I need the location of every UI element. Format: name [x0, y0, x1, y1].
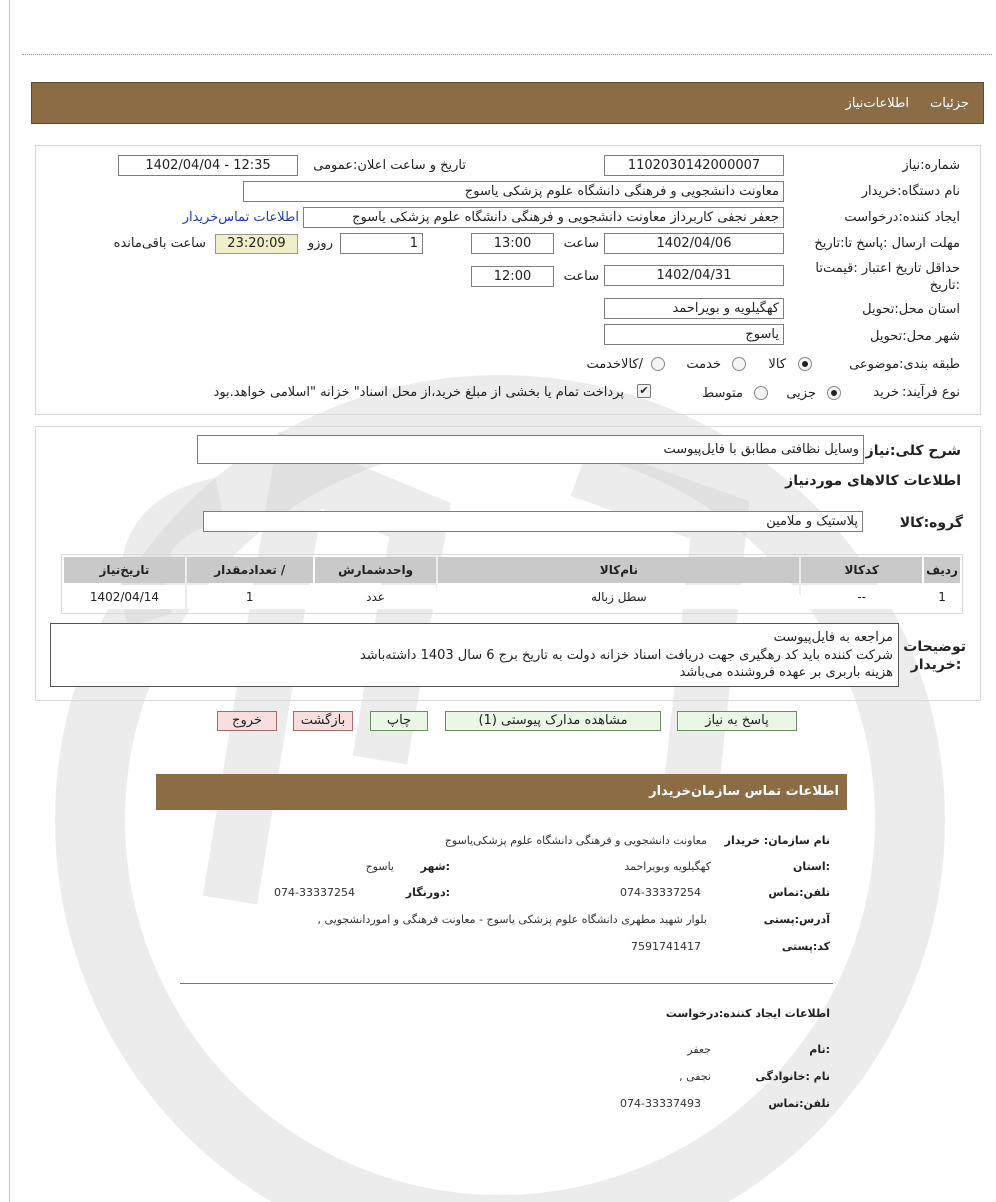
org-value: معاونت دانشجویی و فرهنگی دانشگاه علوم پزشکی‌یاسوج: [444, 834, 707, 847]
category-goods-service-label: /کالا‌خدمت: [586, 357, 643, 372]
section-divider: [180, 983, 833, 984]
remaining-time-box: 23:20:09: [215, 234, 298, 254]
postal-value: 7591741417: [631, 940, 701, 953]
creator-field: جعفر نجفی کاربرداز معاونت دانشجویی و فرهنگی دانشگاه علوم پزشکی یاسوج: [303, 207, 784, 228]
tab-details[interactable]: جزئیات: [930, 96, 969, 111]
province-field: کهگیلویه و بویراحمد: [604, 298, 784, 319]
validity-date-field: 1402/04/31: [604, 265, 784, 286]
col-code: کدکالا: [801, 557, 922, 583]
items-table: [62, 555, 962, 611]
process-buy-label: خرید: [873, 385, 899, 400]
col-row: ردیف: [924, 557, 960, 583]
category-goods-label: کالا: [768, 357, 786, 372]
cell-row: 1: [924, 585, 960, 609]
validity-time-field: 12:00: [471, 266, 554, 287]
deadline-time-field: 13:00: [471, 233, 554, 254]
category-label: طبقه بندی:موضوعی: [849, 357, 960, 372]
deadline-time-label: ساعت: [563, 236, 599, 251]
announce-field: 1402/04/04 - 12:35: [118, 155, 298, 176]
details-header-bar: [31, 82, 984, 124]
contact-city-value: یاسوج: [365, 860, 394, 873]
requester-phone-value: 074-33337493: [620, 1097, 701, 1110]
announce-label: تاریخ و ساعت اعلان:عمومی: [313, 158, 466, 173]
treasury-checkbox[interactable]: ✔: [637, 384, 651, 398]
validity-label-2: :تاریخ: [929, 278, 960, 293]
cell-unit: عدد: [315, 585, 437, 609]
address-value: بلوار شهید مطهری دانشگاه علوم پزشکی یاسوج - معاونت فرهنگی و اموردانشجویی ,: [317, 913, 707, 926]
tab-need-info[interactable]: اطلاعات‌نیاز: [845, 96, 909, 111]
requester-phone-label: تلفن:تماس: [768, 1097, 830, 1110]
print-button[interactable]: چاپ: [370, 711, 428, 731]
process-partial-label: جزیی: [786, 386, 816, 401]
group-field: پلاستیک و ملامین: [203, 511, 863, 532]
validity-time-label: ساعت: [563, 269, 599, 284]
top-dotted-divider: [22, 54, 992, 55]
fax-value: 074-33337254: [274, 886, 355, 899]
need-number-field: 1102030142000007: [604, 155, 784, 176]
city-field: یاسوج: [604, 324, 784, 345]
cell-date: 1402/04/14: [64, 585, 185, 609]
notes-line-2: شرکت کننده باید کد رهگیری جهت دریافت اسناد خزانه دولت به تاریخ برج 6 سال 1403 داشته‌باشد: [359, 648, 893, 663]
fax-label: :دورنگار: [405, 886, 450, 899]
notes-line-1: مراجعه به فایل‌پیوست: [773, 630, 893, 645]
col-name: نام‌کالا: [438, 557, 799, 583]
requester-family-label: نام :خانوادگی: [755, 1070, 830, 1083]
col-unit: واحدشمارش: [315, 557, 437, 583]
table-header-row: [64, 557, 960, 583]
contact-province-label: :استان: [793, 860, 830, 873]
group-label: گروه:کالا: [899, 515, 963, 531]
cell-code: --: [801, 585, 922, 609]
respond-button[interactable]: پاسخ به نیاز: [677, 711, 797, 731]
requester-title: اطلاعات ایجاد کننده:درخواست: [665, 1007, 830, 1020]
buyer-contact-title: اطلاعات تماس سازمان‌خریدار: [649, 784, 839, 799]
requester-name-value: جعفر: [687, 1043, 711, 1056]
process-medium-radio[interactable]: [754, 386, 768, 400]
remaining-label: ساعت باقی‌مانده: [113, 236, 206, 251]
treasury-note: پرداخت تمام یا بخشی از مبلغ خرید،از محل اسناد" خزانه "اسلامی خواهد.بود: [213, 385, 624, 400]
back-button[interactable]: بازگشت: [293, 711, 353, 731]
requester-name-label: :نام: [809, 1043, 830, 1056]
validity-label-1: حداقل تاریخ اعتبار :قیمت‌تا: [815, 261, 960, 276]
process-medium-label: متوسط: [702, 386, 743, 401]
left-border-line: [9, 0, 10, 1202]
table-row: [64, 585, 960, 609]
category-service-radio[interactable]: [732, 357, 746, 371]
requester-family-value: نجفی ,: [679, 1070, 711, 1083]
summary-field: وسایل نظافتی مطابق با فایل‌پیوست: [197, 435, 864, 464]
summary-label: شرح کلی:نیاز: [865, 443, 961, 459]
contact-phone-value: 074-33337254: [620, 886, 701, 899]
contact-province-value: کهگیلویه وبویراحمد: [624, 860, 711, 873]
city-label: شهر محل:تحویل: [870, 329, 960, 344]
days-label: روزو: [307, 236, 333, 251]
days-field: 1: [340, 233, 423, 254]
view-documents-button[interactable]: مشاهده مدارک پیوستی (1): [445, 711, 661, 731]
buyer-contact-header: [156, 774, 847, 810]
address-label: آدرس:پستی: [763, 913, 830, 926]
notes-label: توضیحات :خریدار: [903, 639, 966, 673]
contact-city-label: :شهر: [420, 860, 450, 873]
process-partial-radio[interactable]: [827, 386, 841, 400]
deadline-label: مهلت ارسال :پاسخ تا:تاریخ: [814, 236, 960, 251]
contact-phone-label: تلفن:تماس: [768, 886, 830, 899]
deadline-date-field: 1402/04/06: [604, 233, 784, 254]
postal-label: کد:پستی: [781, 940, 830, 953]
buyer-contact-link[interactable]: اطلاعات تماس‌خریدار: [182, 210, 299, 225]
category-goods-radio[interactable]: [798, 357, 812, 371]
col-date: تاریخ‌نیاز: [64, 557, 185, 583]
category-service-label: خدمت: [686, 357, 721, 372]
cell-qty: 1: [187, 585, 313, 609]
creator-label: ایجاد کننده:درخواست: [844, 210, 960, 225]
org-label: نام سازمان: خریدار: [724, 834, 830, 847]
col-qty: / تعدادمقدار: [187, 557, 313, 583]
exit-button[interactable]: خروج: [217, 711, 277, 731]
need-number-label: شماره:نیاز: [902, 158, 960, 173]
goods-section-title: اطلاعات کالاهای موردنیاز: [785, 473, 961, 489]
notes-line-3: هزینه باربری بر عهده فروشنده می‌باشد: [679, 665, 893, 680]
cell-name: سطل زباله: [438, 585, 799, 609]
province-label: استان محل:تحویل: [862, 302, 960, 317]
buyer-label: نام دستگاه:خریدار: [861, 184, 960, 199]
category-goods-service-radio[interactable]: [651, 357, 665, 371]
process-label: نوع فرآیند:: [902, 385, 960, 400]
buyer-field: معاونت دانشجویی و فرهنگی دانشگاه علوم پزشکی یاسوج: [243, 181, 784, 202]
